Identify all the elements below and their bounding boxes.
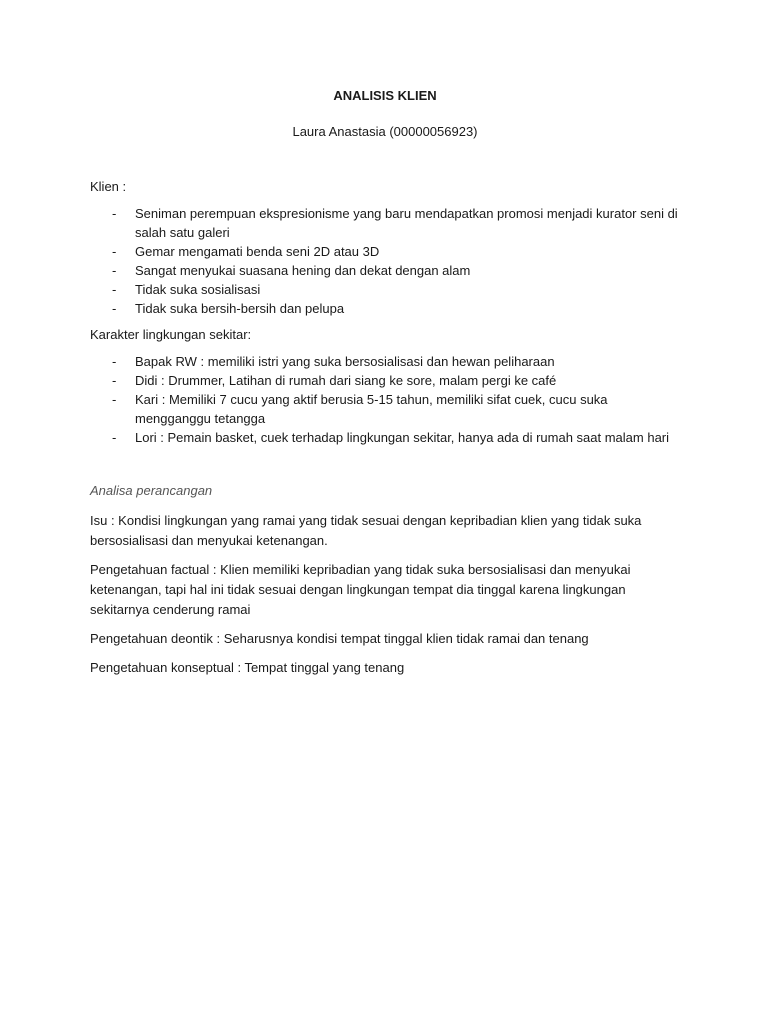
list-item xyxy=(90,390,680,428)
lingkungan-label: Karakter lingkungan sekitar: xyxy=(90,327,252,342)
dash-bullet: - xyxy=(112,282,117,297)
lingkungan-list xyxy=(90,352,680,447)
list-item xyxy=(90,242,680,261)
list-item-text: Tidak suka sosialisasi xyxy=(135,282,261,297)
list-item xyxy=(90,280,680,299)
list-item-text: Seniman perempuan ekspresionisme yang baru mendapatkan promosi menjadi kurator seni di salah satu galeri xyxy=(135,206,678,240)
list-item-text: Sangat menyukai suasana hening dan dekat dengan alam xyxy=(135,263,471,278)
list-item xyxy=(90,204,680,242)
paragraph-konseptual: Pengetahuan konseptual : Tempat tinggal yang tenang xyxy=(90,660,405,675)
list-item-text: Tidak suka bersih-bersih dan pelupa xyxy=(135,301,345,316)
analisa-heading: Analisa perancangan xyxy=(90,483,213,498)
dash-bullet: - xyxy=(112,392,117,407)
list-item xyxy=(90,371,680,390)
dash-bullet: - xyxy=(112,354,117,369)
list-item xyxy=(90,428,680,447)
list-item-text: Didi : Drummer, Latihan di rumah dari siang ke sore, malam pergi ke café xyxy=(135,373,557,388)
document-page xyxy=(90,86,680,678)
list-item-text: Bapak RW : memiliki istri yang suka bersosialisasi dan hewan peliharaan xyxy=(135,354,555,369)
paragraph-deontik: Pengetahuan deontik : Seharusnya kondisi tempat tinggal klien tidak ramai dan tenang xyxy=(90,631,589,646)
list-item-text: Gemar mengamati benda seni 2D atau 3D xyxy=(135,244,380,259)
document-title: ANALISIS KLIEN xyxy=(333,88,437,103)
klien-label: Klien : xyxy=(90,179,127,194)
dash-bullet: - xyxy=(112,206,117,221)
document-author: Laura Anastasia (00000056923) xyxy=(292,124,478,139)
paragraph-factual: Pengetahuan factual : Klien memiliki kepribadian yang tidak suka bersosialisasi dan menyukai ketenangan, tapi hal ini tidak sesuai dengan lingkungan tempat dia tinggal karena lingkungan sekitarnya cenderung ramai xyxy=(90,562,631,617)
paragraph-isu: Isu : Kondisi lingkungan yang ramai yang tidak sesuai dengan kepribadian klien yang tidak suka bersosialisasi dan menyukai ketenangan. xyxy=(90,513,642,548)
dash-bullet: - xyxy=(112,301,117,316)
list-item xyxy=(90,261,680,280)
list-item-text: Lori : Pemain basket, cuek terhadap lingkungan sekitar, hanya ada di rumah saat malam hari xyxy=(135,430,670,445)
list-item xyxy=(90,299,680,318)
dash-bullet: - xyxy=(112,373,117,388)
list-item xyxy=(90,352,680,371)
list-item-text: Kari : Memiliki 7 cucu yang aktif berusia 5-15 tahun, memiliki sifat cuek, cucu suka mengganggu tetangga xyxy=(135,392,608,426)
dash-bullet: - xyxy=(112,263,117,278)
dash-bullet: - xyxy=(112,430,117,445)
dash-bullet: - xyxy=(112,244,117,259)
klien-list xyxy=(90,204,680,318)
